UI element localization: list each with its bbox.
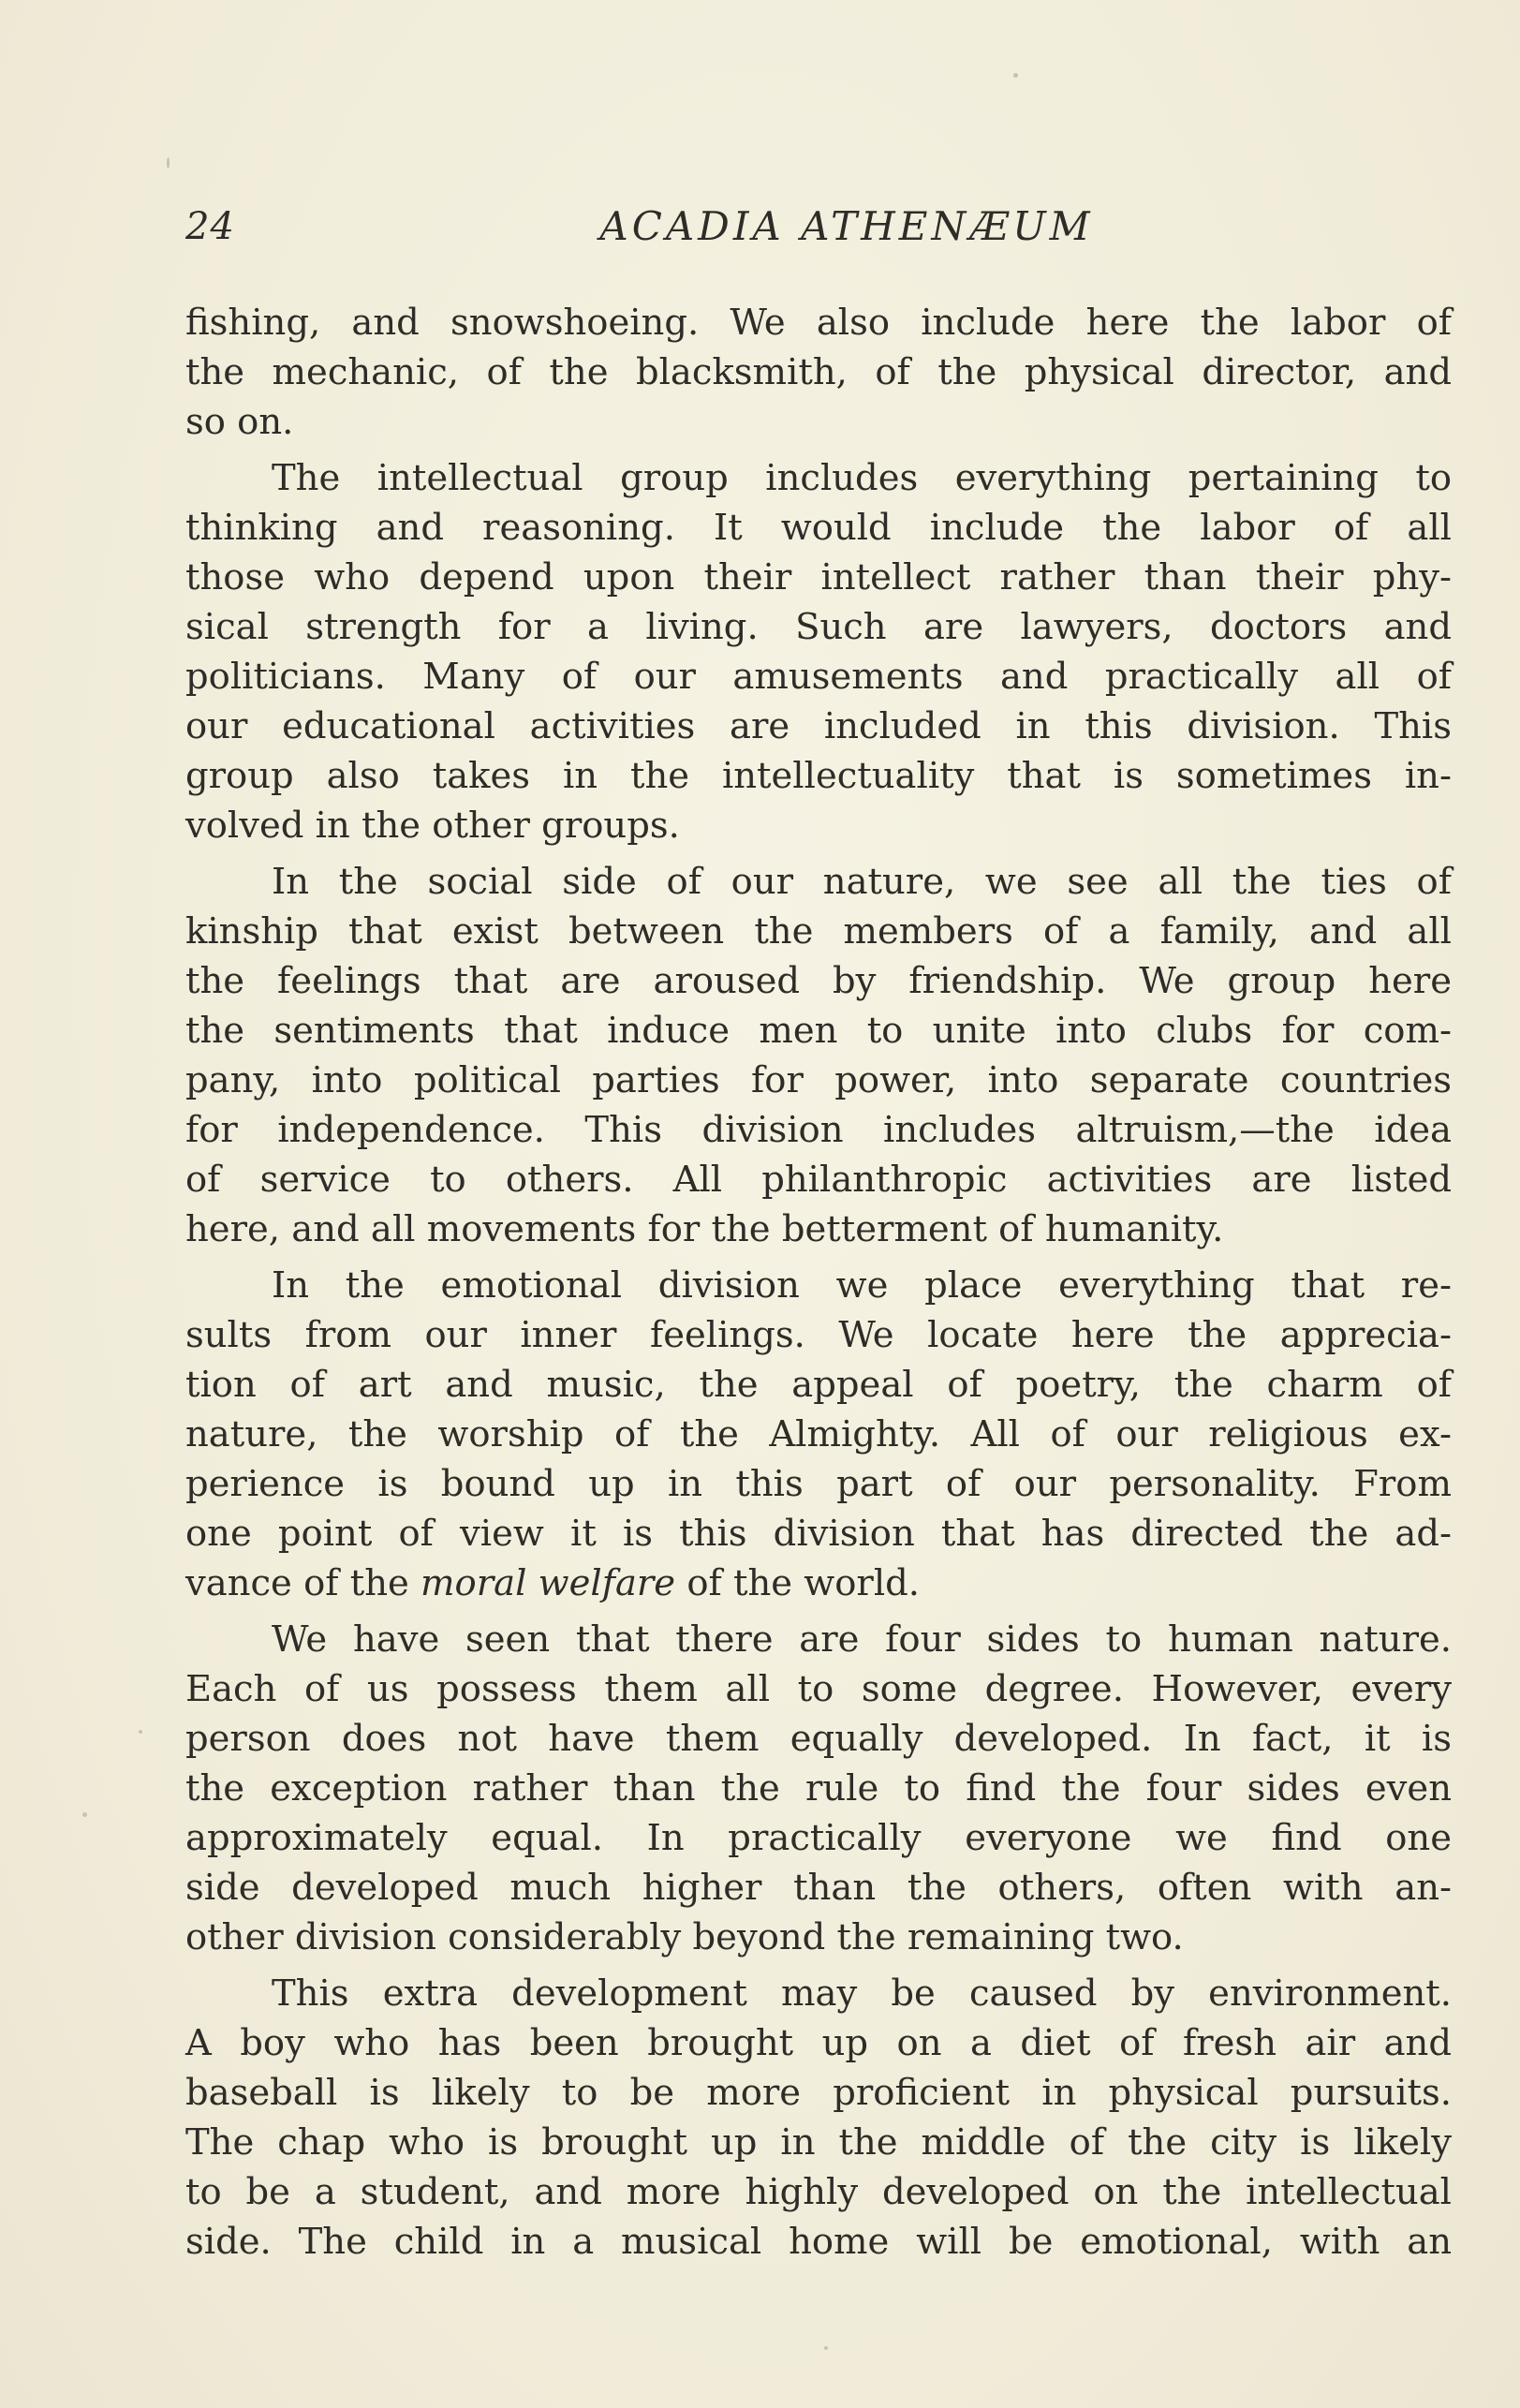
text-line: Each of us possess them all to some degree. However, every <box>185 1668 1452 1710</box>
paper-speck <box>82 1812 87 1817</box>
page-header <box>185 199 1452 255</box>
italic-phrase: moral welfare <box>421 1562 676 1604</box>
text-line: the feelings that are aroused by friendship. We group here <box>185 960 1452 1002</box>
page-number: 24 <box>185 205 235 248</box>
text-line: baseball is likely to be more proficient in physical pursuits. <box>185 2072 1452 2114</box>
paragraph <box>185 298 1452 447</box>
paragraph <box>185 453 1452 850</box>
paper-speck <box>1013 73 1018 78</box>
text-line: sical strength for a living. Such are lawyers, doctors and <box>185 606 1452 648</box>
text-line: thinking and reasoning. It would include the labor of all <box>185 507 1452 549</box>
text-line: side developed much higher than the others, often with an- <box>185 1867 1452 1909</box>
text-line: our educational activities are included in this division. This <box>185 705 1452 747</box>
text-line: This extra development may be caused by environment. <box>272 1972 1452 2015</box>
text-line-with-italic <box>185 1559 1452 1608</box>
text-line: to be a student, and more highly developed on the intellectual <box>185 2171 1452 2213</box>
text-line: We have seen that there are four sides to human nature. <box>272 1618 1452 1661</box>
paragraph <box>185 1615 1452 1962</box>
text-line: so on. <box>185 401 294 443</box>
article-body <box>185 298 1452 2267</box>
text-line: In the emotional division we place everything that re- <box>272 1264 1452 1307</box>
paper-speck <box>139 1730 142 1734</box>
paper-speck <box>167 157 170 169</box>
text-line: sults from our inner feelings. We locate here the apprecia- <box>185 1314 1452 1356</box>
paragraph <box>185 1969 1452 2267</box>
text-line: side. The child in a musical home will be emotional, with an <box>185 2221 1452 2263</box>
text-line: volved in the other groups. <box>185 805 680 847</box>
text-line: A boy who has been brought up on a diet of fresh air and <box>185 2022 1452 2064</box>
text-line: approximately equal. In practically everyone we find one <box>185 1817 1452 1859</box>
text-line: fishing, and snowshoeing. We also include here the labor of <box>185 302 1452 344</box>
text-line: the mechanic, of the blacksmith, of the physical director, and <box>185 351 1452 393</box>
text-line: of service to others. All philanthropic activities are listed <box>185 1159 1452 1201</box>
text-line: one point of view it is this division that has directed the ad- <box>185 1513 1452 1555</box>
text-fragment: vance of the <box>185 1562 421 1604</box>
paragraph <box>185 1261 1452 1608</box>
paper-speck <box>824 2346 828 2350</box>
text-line: perience is bound up in this part of our personality. From <box>185 1463 1452 1505</box>
text-line: person does not have them equally developed. In fact, it is <box>185 1718 1452 1760</box>
text-line: other division considerably beyond the remaining two. <box>185 1916 1184 1958</box>
text-line: group also takes in the intellectuality that is sometimes in- <box>185 755 1452 797</box>
running-title: ACADIA ATHENÆUM <box>599 203 1094 249</box>
text-line: The chap who is brought up in the middle of the city is likely <box>185 2121 1452 2164</box>
text-line: nature, the worship of the Almighty. All of our religious ex- <box>185 1413 1452 1455</box>
text-fragment: of the world. <box>675 1562 921 1604</box>
text-line: kinship that exist between the members of a family, and all <box>185 910 1452 953</box>
text-line: In the social side of our nature, we see all the ties of <box>272 861 1452 903</box>
text-line: politicians. Many of our amusements and practically all of <box>185 656 1452 698</box>
paragraph <box>185 857 1452 1254</box>
text-line: pany, into political parties for power, into separate countries <box>185 1059 1452 1101</box>
text-line: those who depend upon their intellect rather than their phy- <box>185 556 1452 598</box>
text-line: the exception rather than the rule to find the four sides even <box>185 1767 1452 1810</box>
text-line: tion of art and music, the appeal of poetry, the charm of <box>185 1364 1452 1406</box>
text-line: the sentiments that induce men to unite into clubs for com- <box>185 1010 1452 1052</box>
text-line: here, and all movements for the betterment of humanity. <box>185 1208 1224 1250</box>
text-line: The intellectual group includes everything pertaining to <box>272 457 1452 499</box>
text-line: for independence. This division includes altruism,—the idea <box>185 1109 1452 1151</box>
